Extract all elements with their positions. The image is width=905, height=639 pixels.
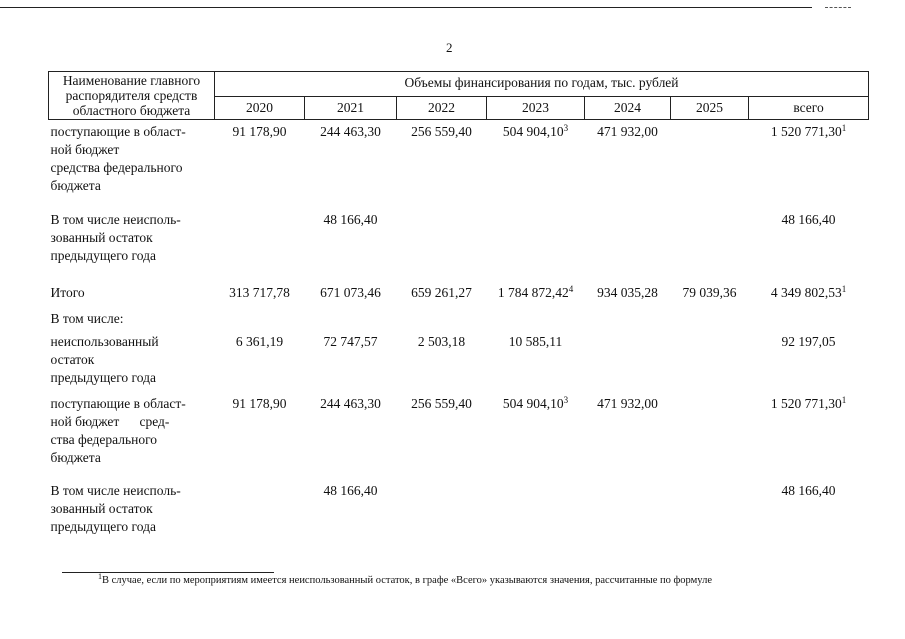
cell-value: 79 039,36: [682, 284, 737, 300]
value-cell: [215, 395, 305, 482]
row-label-line: бюджета: [50, 178, 101, 193]
value-cell: [487, 330, 585, 395]
row-label-line: ной бюджет сред-: [50, 413, 170, 429]
value-cell: [397, 280, 487, 310]
value-cell: [397, 330, 487, 395]
cell-value: 313 717,78: [229, 284, 290, 300]
cell-value: 72 747,57: [323, 333, 378, 349]
value-cell: [215, 310, 305, 330]
value-cell: [397, 395, 487, 482]
footnote-ref: 3: [563, 123, 569, 133]
value-cell: [397, 310, 487, 330]
cell-value: 91 178,90: [232, 395, 287, 411]
value-cell: [671, 210, 749, 280]
footnote-ref: 1: [841, 123, 847, 133]
row-label: [49, 330, 215, 395]
row-label-line: неиспользованный: [50, 333, 159, 349]
value-cell: [671, 280, 749, 310]
header-year: 2025: [671, 97, 749, 120]
cell-value: 244 463,30: [320, 124, 381, 139]
cell-value: 471 932,00: [597, 124, 658, 139]
value-cell: [671, 482, 749, 542]
table-row: [49, 330, 869, 395]
value-cell: [305, 120, 397, 210]
cell-value: 48 166,40: [323, 211, 378, 227]
cell-value: 48 166,40: [781, 211, 836, 227]
value-cell: [585, 395, 671, 482]
cell-value: 91 178,90: [232, 124, 287, 139]
row-label: [49, 280, 215, 310]
value-cell: [671, 310, 749, 330]
cell-value: 256 559,40: [411, 124, 472, 139]
value-cell: [585, 210, 671, 280]
cell-value: 504 904,10: [502, 124, 564, 139]
row-label-line: В том числе:: [50, 310, 124, 326]
value-cell: [585, 330, 671, 395]
value-cell: [671, 395, 749, 482]
page-number: 2: [446, 40, 453, 55]
cell-value: 659 261,27: [411, 284, 472, 300]
value-cell: [487, 395, 585, 482]
table-body: [49, 120, 869, 542]
table-row: [49, 280, 869, 310]
value-cell: [397, 482, 487, 542]
cell-value: 1 520 771,30: [770, 124, 842, 139]
cell-value: 4 349 802,53: [770, 284, 842, 300]
value-cell: [305, 210, 397, 280]
footnote-ref: 1: [841, 283, 847, 294]
value-cell: [305, 310, 397, 330]
total-cell: [749, 395, 869, 482]
header-year: 2023: [487, 97, 585, 120]
row-label-line: поступающие в област-: [50, 395, 186, 411]
total-cell: [749, 280, 869, 310]
value-cell: [305, 395, 397, 482]
value-cell: [671, 330, 749, 395]
total-cell: [749, 330, 869, 395]
value-cell: [215, 120, 305, 210]
row-label-line: остаток: [50, 351, 95, 367]
cell-value: 48 166,40: [781, 482, 836, 498]
row-label: [49, 482, 215, 542]
row-label-line: ной бюджет: [50, 142, 120, 157]
row-label: [49, 310, 215, 330]
value-cell: [585, 280, 671, 310]
top-rule: [0, 7, 812, 8]
header-total: всего: [749, 97, 869, 120]
row-label-line: предыдущего года: [50, 247, 156, 263]
footnote-ref: 1: [841, 394, 847, 405]
value-cell: [215, 330, 305, 395]
table-row: [49, 482, 869, 542]
total-cell: [749, 482, 869, 542]
row-label-line: зованный остаток: [50, 500, 153, 516]
value-cell: [215, 210, 305, 280]
header-year: 2021: [305, 97, 397, 120]
value-cell: [671, 120, 749, 210]
table-row: [49, 310, 869, 330]
row-label-line: предыдущего года: [50, 518, 156, 534]
row-label-line: ства федерального: [50, 431, 158, 447]
cell-value: 256 559,40: [411, 395, 472, 411]
cell-value: 10 585,11: [508, 333, 563, 349]
row-label-line: предыдущего года: [50, 369, 156, 385]
total-cell: [749, 210, 869, 280]
header-year: 2020: [215, 97, 305, 120]
footnote-ref: 3: [563, 394, 569, 405]
value-cell: [585, 482, 671, 542]
value-cell: [305, 482, 397, 542]
row-label-line: В том числе неисполь-: [50, 482, 181, 498]
cell-value: 1 784 872,42: [497, 284, 569, 300]
row-label-line: поступающие в област-: [50, 124, 186, 139]
cell-value: 2 503,18: [417, 333, 466, 349]
row-label-line: зованный остаток: [50, 229, 153, 245]
row-label-line: средства федерального: [50, 160, 183, 175]
cell-value: 92 197,05: [781, 333, 836, 349]
value-cell: [397, 210, 487, 280]
cell-value: 934 035,28: [597, 284, 658, 300]
row-label-line: Итого: [50, 284, 85, 300]
row-label: [49, 210, 215, 280]
value-cell: [487, 482, 585, 542]
value-cell: [585, 310, 671, 330]
value-cell: [215, 482, 305, 542]
footnote-text: В случае, если по мероприятиям имеется неиспользованный остаток, в графе «Всего» указываются значения, рассчитанные по формуле: [102, 575, 712, 586]
footnote: [98, 572, 712, 586]
top-dashes: [825, 7, 851, 8]
value-cell: [487, 210, 585, 280]
row-label-line: В том числе неисполь-: [50, 211, 181, 227]
value-cell: [487, 310, 585, 330]
row-label: [49, 120, 215, 210]
table-row: [49, 120, 869, 210]
value-cell: [585, 120, 671, 210]
cell-value: 671 073,46: [320, 284, 381, 300]
header-year: 2022: [397, 97, 487, 120]
cell-value: 504 904,10: [502, 395, 564, 411]
value-cell: [397, 120, 487, 210]
value-cell: [305, 280, 397, 310]
footnote-ref: 4: [568, 283, 574, 294]
row-label: [49, 395, 215, 482]
value-cell: [305, 330, 397, 395]
value-cell: [487, 120, 585, 210]
cell-value: 1 520 771,30: [770, 395, 842, 411]
total-cell: [749, 120, 869, 210]
financing-table: [48, 71, 869, 542]
value-cell: [487, 280, 585, 310]
header-year: 2024: [585, 97, 671, 120]
total-cell: [749, 310, 869, 330]
footnote-marker: 1: [98, 572, 102, 581]
footnote-rule: [62, 572, 274, 573]
header-group-title: Объемы финансирования по годам, тыс. рублей: [215, 72, 869, 97]
table-row: [49, 395, 869, 482]
row-label-line: бюджета: [50, 449, 101, 465]
cell-value: 471 932,00: [597, 395, 658, 411]
header-name-column: Наименование главного распорядителя средств областного бюджета: [49, 72, 215, 120]
table-row: [49, 210, 869, 280]
cell-value: 6 361,19: [235, 333, 284, 349]
value-cell: [215, 280, 305, 310]
cell-value: 244 463,30: [320, 395, 381, 411]
cell-value: 48 166,40: [323, 482, 378, 498]
